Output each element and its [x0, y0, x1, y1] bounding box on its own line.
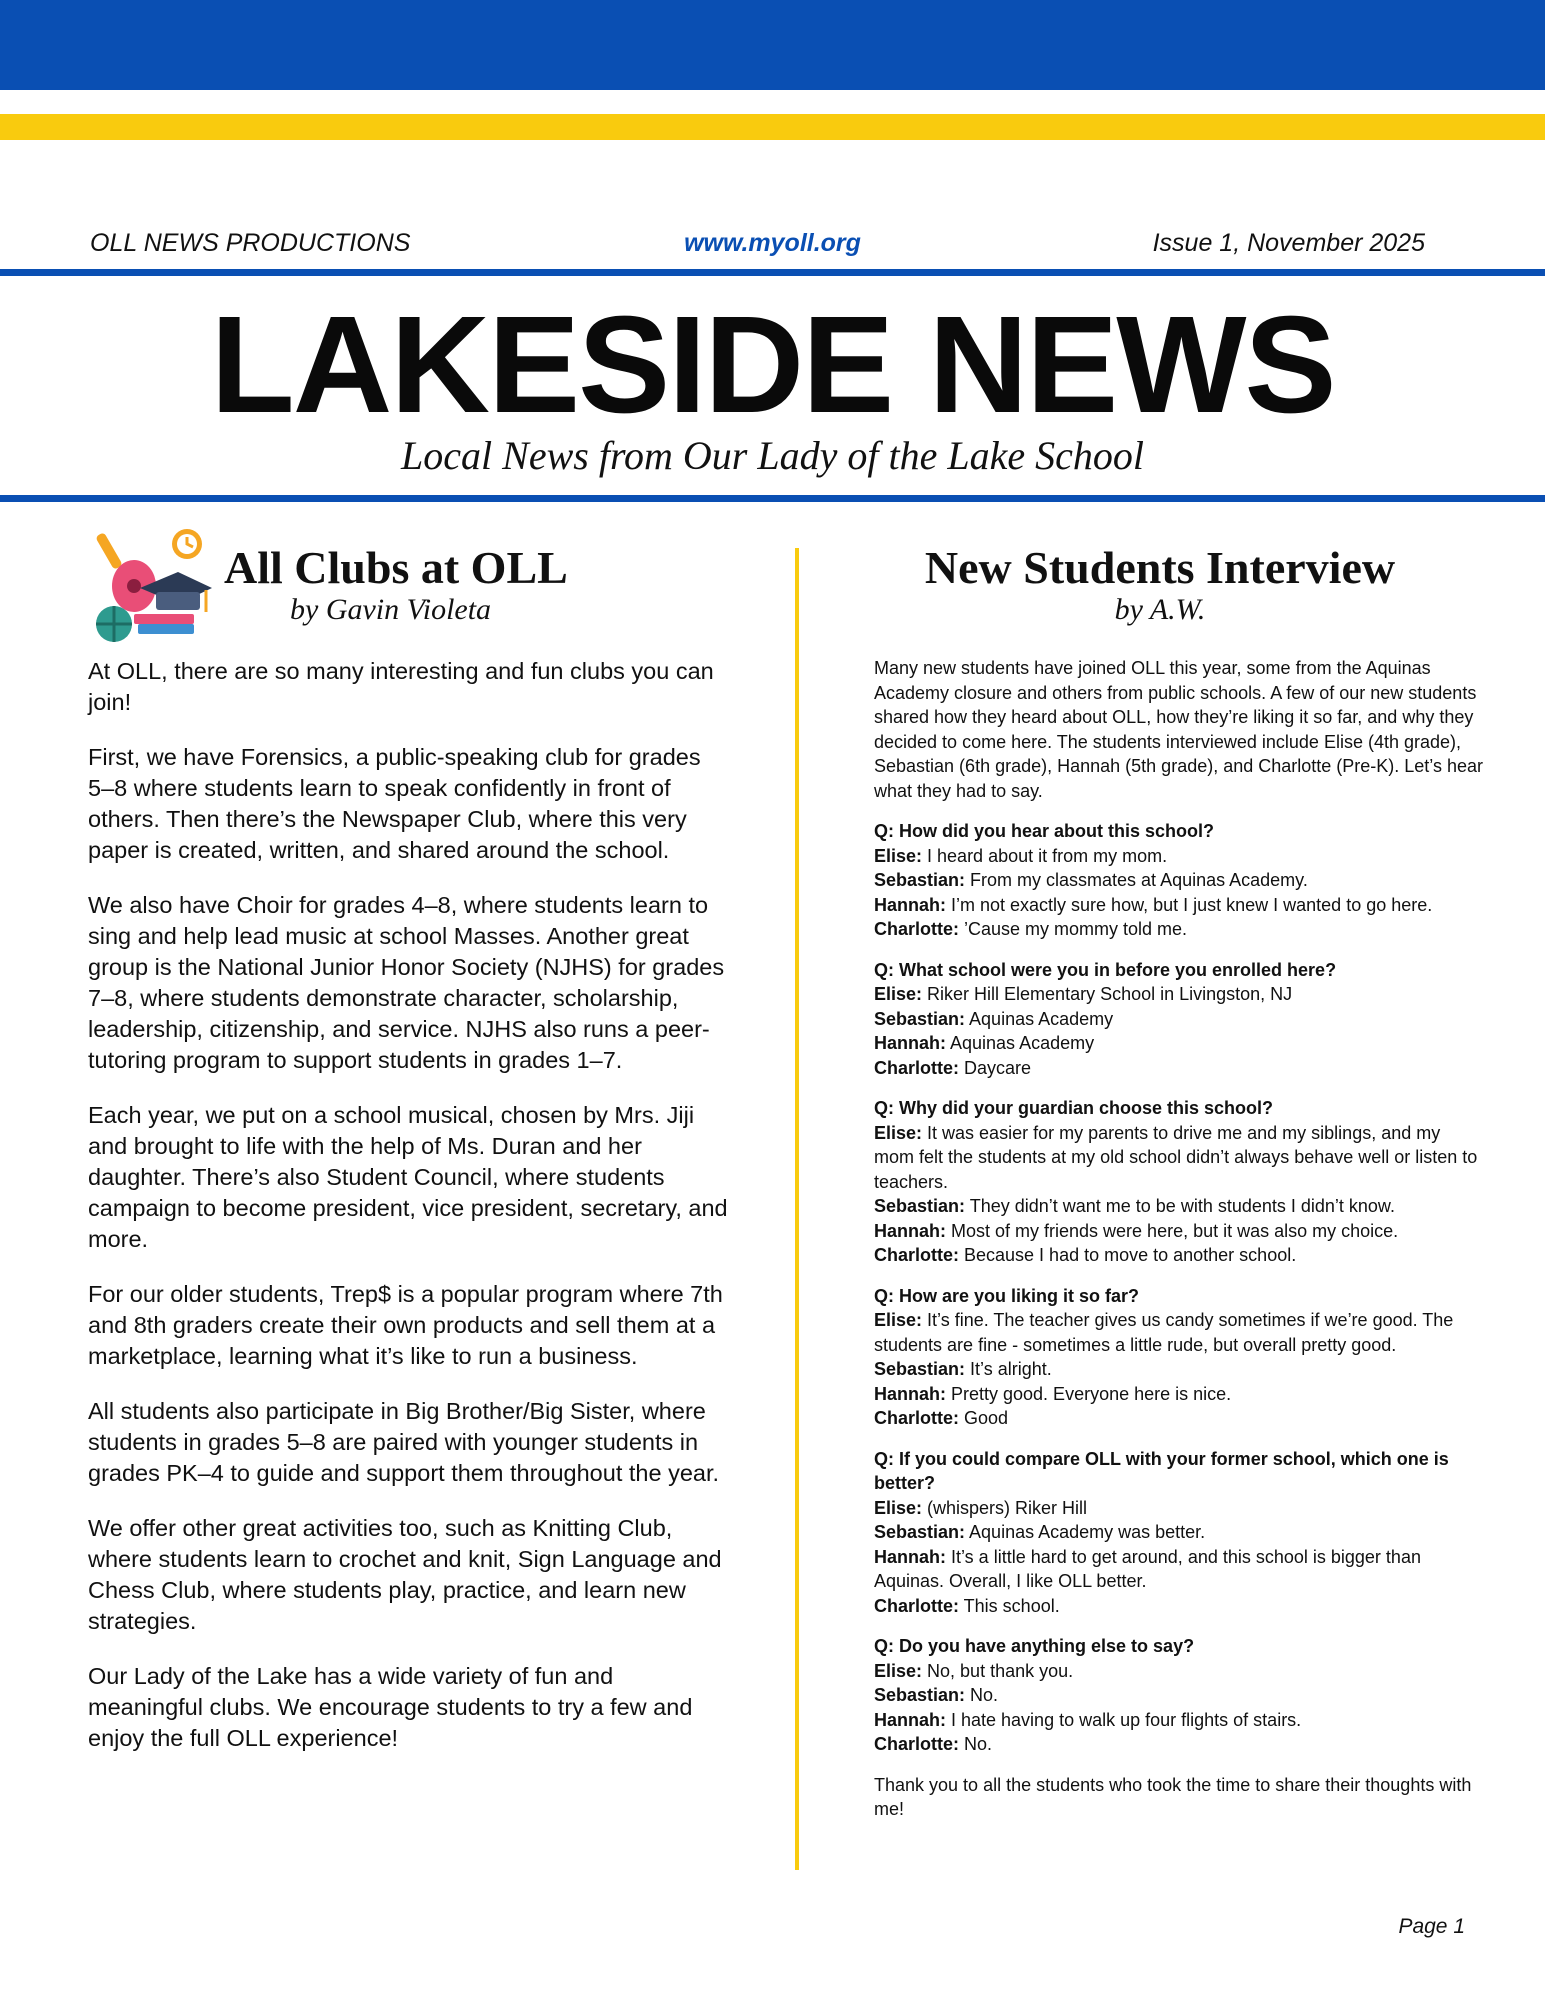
answer-text: Pretty good. Everyone here is nice.: [946, 1383, 1232, 1404]
answer-text: Good: [959, 1408, 1009, 1428]
answer-text: (whispers) Riker Hill: [922, 1497, 1088, 1518]
qa-answer: [874, 844, 1484, 869]
interview-closing: Thank you to all the students who took the time to share their thoughts with me!: [874, 1774, 1472, 1819]
answer-speaker: Charlotte:: [874, 1057, 959, 1078]
answer-text: From my classmates at Aquinas Academy.: [965, 870, 1308, 890]
answer-text: I’m not exactly sure how, but I just knew I wanted to go here.: [946, 894, 1433, 915]
clubs-paragraph: First, we have Forensics, a public-speaking club for grades 5–8 where students learn to speak confidently in front of others. Then there’s the Newspaper Club, where this very paper is created, written, and shared around the school.: [88, 744, 701, 863]
answer-text: Aquinas Academy was better.: [965, 1522, 1206, 1542]
top-blue-band: [0, 0, 1545, 90]
answer-speaker: Hannah:: [874, 1546, 946, 1567]
answer-speaker: Elise:: [874, 1310, 923, 1330]
qa-answer: [874, 1357, 1484, 1382]
qa-answer: [874, 1496, 1484, 1521]
qa-answer: [874, 1007, 1484, 1032]
answer-speaker: Hannah:: [874, 894, 946, 915]
answer-text: Most of my friends were here, but it was also my choice.: [946, 1220, 1399, 1241]
answer-speaker: Sebastian:: [874, 1359, 966, 1379]
qa-answer: [874, 1194, 1484, 1219]
top-yellow-band: [0, 114, 1545, 140]
answer-text: They didn’t want me to be with students I didn’t know.: [965, 1196, 1395, 1216]
answer-text: I heard about it from my mom.: [922, 845, 1168, 866]
qa-answer: [874, 868, 1484, 893]
qa-question: Q: What school were you in before you enrolled here?: [874, 959, 1337, 980]
qa-answer: [874, 1308, 1484, 1357]
qa-block: [874, 1447, 1484, 1619]
issue-label: Issue 1, November 2025: [1152, 229, 1425, 257]
answer-text: Daycare: [959, 1057, 1032, 1078]
guitar-icon: [95, 532, 156, 612]
qa-answer: [874, 1732, 1484, 1757]
qa-block: [874, 1284, 1484, 1431]
answer-text: It’s fine. The teacher gives us candy sometimes if we’re good. The students are fine - sometimes a little rude, but overall pretty good.: [874, 1310, 1454, 1355]
qa-question: Q: If you could compare OLL with your former school, which one is better?: [874, 1448, 1449, 1493]
clubs-paragraph: Each year, we put on a school musical, chosen by Mrs. Jiji and brought to life with the help of Ms. Duran and her daughter. There’s also Student Council, where students campaign to become president, vice president, secretary, and more.: [88, 1102, 728, 1252]
books-icon: [134, 614, 194, 634]
qa-answer: [874, 1708, 1484, 1733]
answer-text: ’Cause my mommy told me.: [959, 919, 1188, 939]
masthead-top-rule: [0, 269, 1545, 276]
clubs-paragraph: We offer other great activities too, such as Knitting Club, where students learn to crochet and knit, Sign Language and Chess Club, where students play, practice, and learn new strategies.: [88, 1515, 722, 1634]
answer-text: Aquinas Academy: [965, 1008, 1114, 1029]
answer-speaker: Sebastian:: [874, 870, 966, 890]
newspaper-subtitle: Local News from Our Lady of the Lake School: [401, 433, 1144, 478]
clubs-paragraph: For our older students, Trep$ is a popular program where 7th and 8th graders create their own products and sell them at a marketplace, learning what it’s like to run a business.: [88, 1281, 723, 1369]
answer-speaker: Charlotte:: [874, 1734, 959, 1754]
clubs-collage-icon: [94, 528, 214, 646]
answer-text: Because I had to move to another school.: [959, 1245, 1297, 1265]
masthead-bottom-rule: [0, 495, 1545, 502]
qa-question: Q: Do you have anything else to say?: [874, 1636, 1195, 1656]
qa-question: Q: How did you hear about this school?: [874, 821, 1215, 841]
answer-text: I hate having to walk up four flights of stairs.: [946, 1709, 1302, 1730]
qa-question: Q: How are you liking it so far?: [874, 1285, 1140, 1306]
qa-answer: [874, 1520, 1484, 1545]
interview-article-heading: New Students Interview: [924, 542, 1396, 593]
answer-speaker: Elise:: [874, 1122, 923, 1143]
qa-answer: [874, 1056, 1484, 1081]
qa-answer: [874, 1121, 1484, 1195]
answer-speaker: Charlotte:: [874, 1245, 959, 1265]
qa-block: [874, 958, 1484, 1081]
clubs-paragraph: We also have Choir for grades 4–8, where students learn to sing and help lead music at school Masses. Another great group is the National Junior Honor Society (NJHS) for grades 7–8, where students demonstrate character, scholarship, leadership, citizenship, and service. NJHS also runs a peer-tutoring program to support students in grades 1–7.: [88, 892, 725, 1073]
clubs-paragraph: At OLL, there are so many interesting and fun clubs you can join!: [88, 658, 714, 715]
answer-speaker: Hannah:: [874, 1709, 946, 1730]
qa-answer: [874, 1683, 1484, 1708]
answer-text: No.: [965, 1685, 999, 1705]
qa-answer: [874, 1219, 1484, 1244]
answer-speaker: Elise:: [874, 984, 923, 1004]
answer-speaker: Sebastian:: [874, 1685, 966, 1705]
answer-text: No.: [959, 1734, 993, 1754]
interview-article-body: [874, 656, 1484, 1822]
answer-speaker: Charlotte:: [874, 1408, 959, 1428]
answer-speaker: Elise:: [874, 845, 923, 866]
answer-speaker: Hannah:: [874, 1220, 946, 1241]
answer-speaker: Sebastian:: [874, 1522, 966, 1542]
clubs-paragraph: All students also participate in Big Brother/Big Sister, where students in grades 5–8 are paired with younger students in grades PK–4 to guide and support them throughout the year.: [88, 1398, 720, 1486]
newspaper-title: LAKESIDE NEWS: [210, 288, 1335, 442]
answer-speaker: Hannah:: [874, 1383, 946, 1404]
clubs-article-body: [88, 656, 728, 1778]
answer-speaker: Hannah:: [874, 1033, 946, 1053]
answer-text: No, but thank you.: [922, 1660, 1074, 1681]
clubs-paragraph: Our Lady of the Lake has a wide variety of fun and meaningful clubs. We encourage students to try a few and enjoy the full OLL experience!: [88, 1663, 693, 1751]
basketball-icon: [96, 606, 132, 642]
answer-text: It’s a little hard to get around, and this school is bigger than Aquinas. Overall, I like OLL better.: [874, 1546, 1421, 1591]
clubs-article-byline: by Gavin Violeta: [290, 593, 492, 626]
qa-block: [874, 819, 1484, 942]
answer-speaker: Charlotte:: [874, 1595, 959, 1616]
qa-answer: [874, 917, 1484, 942]
productions-label: OLL NEWS PRODUCTIONS: [90, 229, 411, 257]
interview-intro: Many new students have joined OLL this year, some from the Aquinas Academy closure and others from public schools. A few of our new students shared how they heard about OLL, how they’re liking it so far, and why they decided to come here. The students interviewed include Elise (4th grade), Sebastian (6th grade), Hannah (5th grade), and Charlotte (Pre-K). Let’s hear what they had to say.: [874, 658, 1484, 801]
answer-text: Aquinas Academy: [946, 1033, 1095, 1053]
qa-question: Q: Why did your guardian choose this school?: [874, 1098, 1274, 1118]
answer-speaker: Charlotte:: [874, 919, 959, 939]
qa-answer: [874, 1659, 1484, 1684]
answer-text: It’s alright.: [965, 1359, 1052, 1379]
qa-answer: [874, 1031, 1484, 1056]
answer-text: This school.: [959, 1595, 1060, 1616]
column-divider: [795, 548, 799, 1870]
answer-speaker: Sebastian:: [874, 1196, 966, 1216]
qa-block: [874, 1096, 1484, 1268]
page-number: Page 1: [1398, 1915, 1465, 1938]
answer-text: It was easier for my parents to drive me and my siblings, and my mom felt the students at my old school didn’t always behave well or listen to teachers.: [874, 1122, 1478, 1192]
website-link[interactable]: www.myoll.org: [684, 229, 861, 257]
answer-text: Riker Hill Elementary School in Livingston, NJ: [922, 984, 1293, 1004]
qa-answer: [874, 1243, 1484, 1268]
clock-icon: [172, 529, 202, 559]
qa-answer: [874, 1382, 1484, 1407]
answer-speaker: Elise:: [874, 1660, 923, 1681]
qa-answer: [874, 893, 1484, 918]
qa-block: [874, 1634, 1484, 1757]
qa-answer: [874, 1594, 1484, 1619]
qa-answer: [874, 1406, 1484, 1431]
qa-answer: [874, 1545, 1484, 1594]
qa-answer: [874, 982, 1484, 1007]
answer-speaker: Sebastian:: [874, 1008, 966, 1029]
masthead-info-bar: [90, 226, 1455, 260]
clubs-article-heading: All Clubs at OLL: [224, 542, 568, 593]
answer-speaker: Elise:: [874, 1497, 923, 1518]
interview-article-byline: by A.W.: [1114, 593, 1206, 626]
